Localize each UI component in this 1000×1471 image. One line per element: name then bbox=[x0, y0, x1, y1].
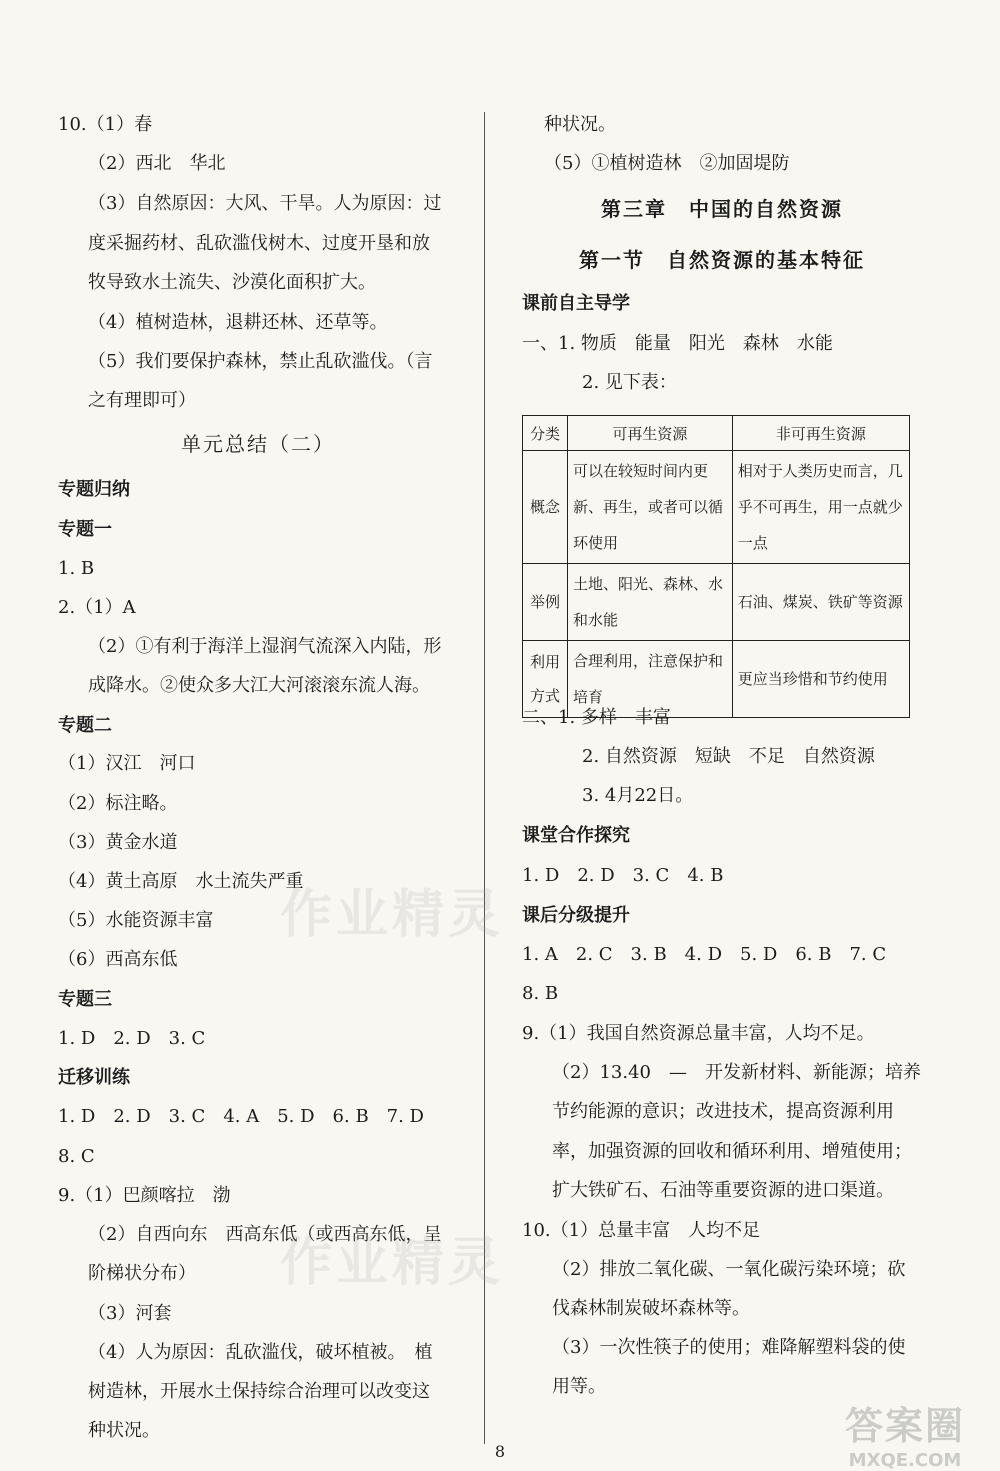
left-text-line: 1. D 2. D 3. C 4. A 5. D 6. B 7. D bbox=[58, 1106, 424, 1127]
left-text-line: 之有理即可） bbox=[88, 390, 196, 411]
left-text-line: （3）河套 bbox=[88, 1303, 172, 1324]
table-row bbox=[523, 564, 910, 641]
left-text-line: 9.（1）巴颜喀拉 渤 bbox=[58, 1185, 231, 1206]
left-text-line: 牧导致水土流失、沙漠化面积扩大。 bbox=[88, 272, 376, 293]
right-text-line: 9.（1）我国自然资源总量丰富，人均不足。 bbox=[522, 1023, 875, 1044]
left-text-line: （3）自然原因：大风、干旱。人为原因：过 bbox=[88, 193, 442, 214]
left-text-line: 成降水。②使众多大江大河滚滚东流人海。 bbox=[88, 675, 430, 696]
right-text-line: 用等。 bbox=[552, 1376, 606, 1397]
right-text-line: 一、1. 物质 能量 阳光 森林 水能 bbox=[522, 333, 833, 354]
right-text-line: （3）一次性筷子的使用；难降解塑料袋的使 bbox=[552, 1337, 906, 1358]
corner-logo bbox=[820, 1395, 990, 1471]
table-cell-nonrenewable: 更应当珍惜和节约使用 bbox=[732, 641, 909, 718]
left-subheading: 专题一 bbox=[58, 519, 112, 540]
right-text-line: （2）排放二氧化碳、一氧化碳污染环境；砍 bbox=[552, 1259, 906, 1280]
watermark: 作业精灵 bbox=[280, 885, 505, 945]
left-text-line: 2.（1）A bbox=[58, 597, 136, 618]
right-text-line: （2）13.40 — 开发新材料、新能源；培养 bbox=[552, 1062, 921, 1083]
table-row bbox=[523, 451, 910, 564]
table-cell-renewable: 土地、阳光、森林、水和水能 bbox=[568, 564, 733, 641]
right-text-line: 二、1. 多样 丰富 bbox=[522, 707, 671, 728]
watermark: 作业精灵 bbox=[280, 1233, 505, 1293]
right-text-line: 扩大铁矿石、石油等重要资源的进口渠道。 bbox=[552, 1180, 894, 1201]
left-text-line: 阶梯状分布） bbox=[88, 1263, 196, 1284]
right-text-line: 8. B bbox=[522, 983, 559, 1004]
left-subheading: 专题三 bbox=[58, 989, 112, 1010]
right-text-line: 1. A 2. C 3. B 4. D 5. D 6. B 7. C bbox=[522, 944, 887, 965]
left-text-line: （2）西北 华北 bbox=[88, 153, 226, 174]
right-text-line: 1. D 2. D 3. C 4. B bbox=[522, 865, 724, 886]
table-category-cell: 概念 bbox=[523, 451, 568, 564]
left-text-line: （5）水能资源丰富 bbox=[58, 910, 214, 931]
right-text-line: 3. 4月22日。 bbox=[582, 785, 694, 806]
right-subheading: 课前自主导学 bbox=[522, 293, 630, 314]
resource-table bbox=[522, 415, 910, 718]
left-text-line: （2）标注略。 bbox=[58, 793, 178, 814]
left-subheading: 专题归纳 bbox=[58, 479, 130, 500]
left-text-line: 1. D 2. D 3. C bbox=[58, 1028, 206, 1049]
right-text-line: （5）①植树造林 ②加固堤防 bbox=[544, 153, 790, 174]
right-subheading: 课堂合作探究 bbox=[522, 825, 630, 846]
left-text-line: 8. C bbox=[58, 1146, 95, 1167]
table-cell-nonrenewable: 相对于人类历史而言，几乎不可再生，用一点就少一点 bbox=[732, 451, 909, 564]
left-text-line: （3）黄金水道 bbox=[58, 832, 178, 853]
left-text-line: （4）植树造林，退耕还林、还草等。 bbox=[88, 312, 388, 333]
left-subheading: 迁移训练 bbox=[58, 1067, 130, 1088]
right-text-line: 率，加强资源的回收和循环利用、增殖使用； bbox=[552, 1141, 912, 1162]
right-subheading: 课后分级提升 bbox=[522, 905, 630, 926]
table-category-cell: 利用方式 bbox=[523, 641, 568, 718]
left-text-line: 1. B bbox=[58, 558, 95, 579]
right-text-line: 伐森林制炭破坏森林等。 bbox=[552, 1298, 750, 1319]
right-text-line: 2. 自然资源 短缺 不足 自然资源 bbox=[582, 746, 875, 767]
chapter-heading: 第三章 中国的自然资源 bbox=[601, 197, 843, 221]
left-text-line: （1）汉江 河口 bbox=[58, 753, 196, 774]
section-heading: 第一节 自然资源的基本特征 bbox=[579, 248, 865, 272]
left-text-line: 种状况。 bbox=[88, 1420, 160, 1441]
table-cell-nonrenewable: 石油、煤炭、铁矿等资源 bbox=[732, 564, 909, 641]
logo-url: MXQE.COM bbox=[848, 1450, 962, 1471]
left-text-line: （4）人为原因：乱砍滥伐，破坏植被。 植 bbox=[88, 1342, 433, 1363]
right-text-line: 2. 见下表： bbox=[582, 372, 677, 393]
table-cell-renewable: 合理利用，注意保护和培育 bbox=[568, 641, 733, 718]
left-text-line: （4）黄土高原 水土流失严重 bbox=[58, 871, 304, 892]
left-text-line: （6）西高东低 bbox=[58, 949, 178, 970]
left-text-line: （2）自西向东 西高东低（或西高东低，呈 bbox=[88, 1224, 442, 1245]
table-cell-renewable: 可以在较短时间内更新、再生，或者可以循环使用 bbox=[568, 451, 733, 564]
right-text-line: 节约能源的意识；改进技术，提高资源利用 bbox=[552, 1101, 894, 1122]
table-header-row bbox=[523, 416, 910, 451]
left-text-line: 10.（1）春 bbox=[58, 114, 153, 135]
logo-title: 答案圈 bbox=[844, 1404, 965, 1448]
table-header-cell: 非可再生资源 bbox=[732, 416, 909, 451]
unit-summary-heading: 单元总结（二） bbox=[181, 432, 335, 456]
table-category-cell: 举例 bbox=[523, 564, 568, 641]
table-header-cell: 分类 bbox=[523, 416, 568, 451]
left-text-line: （5）我们要保护森林，禁止乱砍滥伐。（言 bbox=[88, 351, 433, 372]
right-text-line: 种状况。 bbox=[544, 114, 616, 135]
left-text-line: 树造林，开展水土保持综合治理可以改变这 bbox=[88, 1381, 430, 1402]
left-text-line: （2）①有利于海洋上湿润气流深入内陆，形 bbox=[88, 636, 442, 657]
left-subheading: 专题二 bbox=[58, 715, 112, 736]
page-number: 8 bbox=[494, 1442, 506, 1461]
left-text-line: 度采掘药材、乱砍滥伐树木、过度开垦和放 bbox=[88, 233, 430, 254]
table-header-cell: 可再生资源 bbox=[568, 416, 733, 451]
right-text-line: 10.（1）总量丰富 人均不足 bbox=[522, 1220, 761, 1241]
